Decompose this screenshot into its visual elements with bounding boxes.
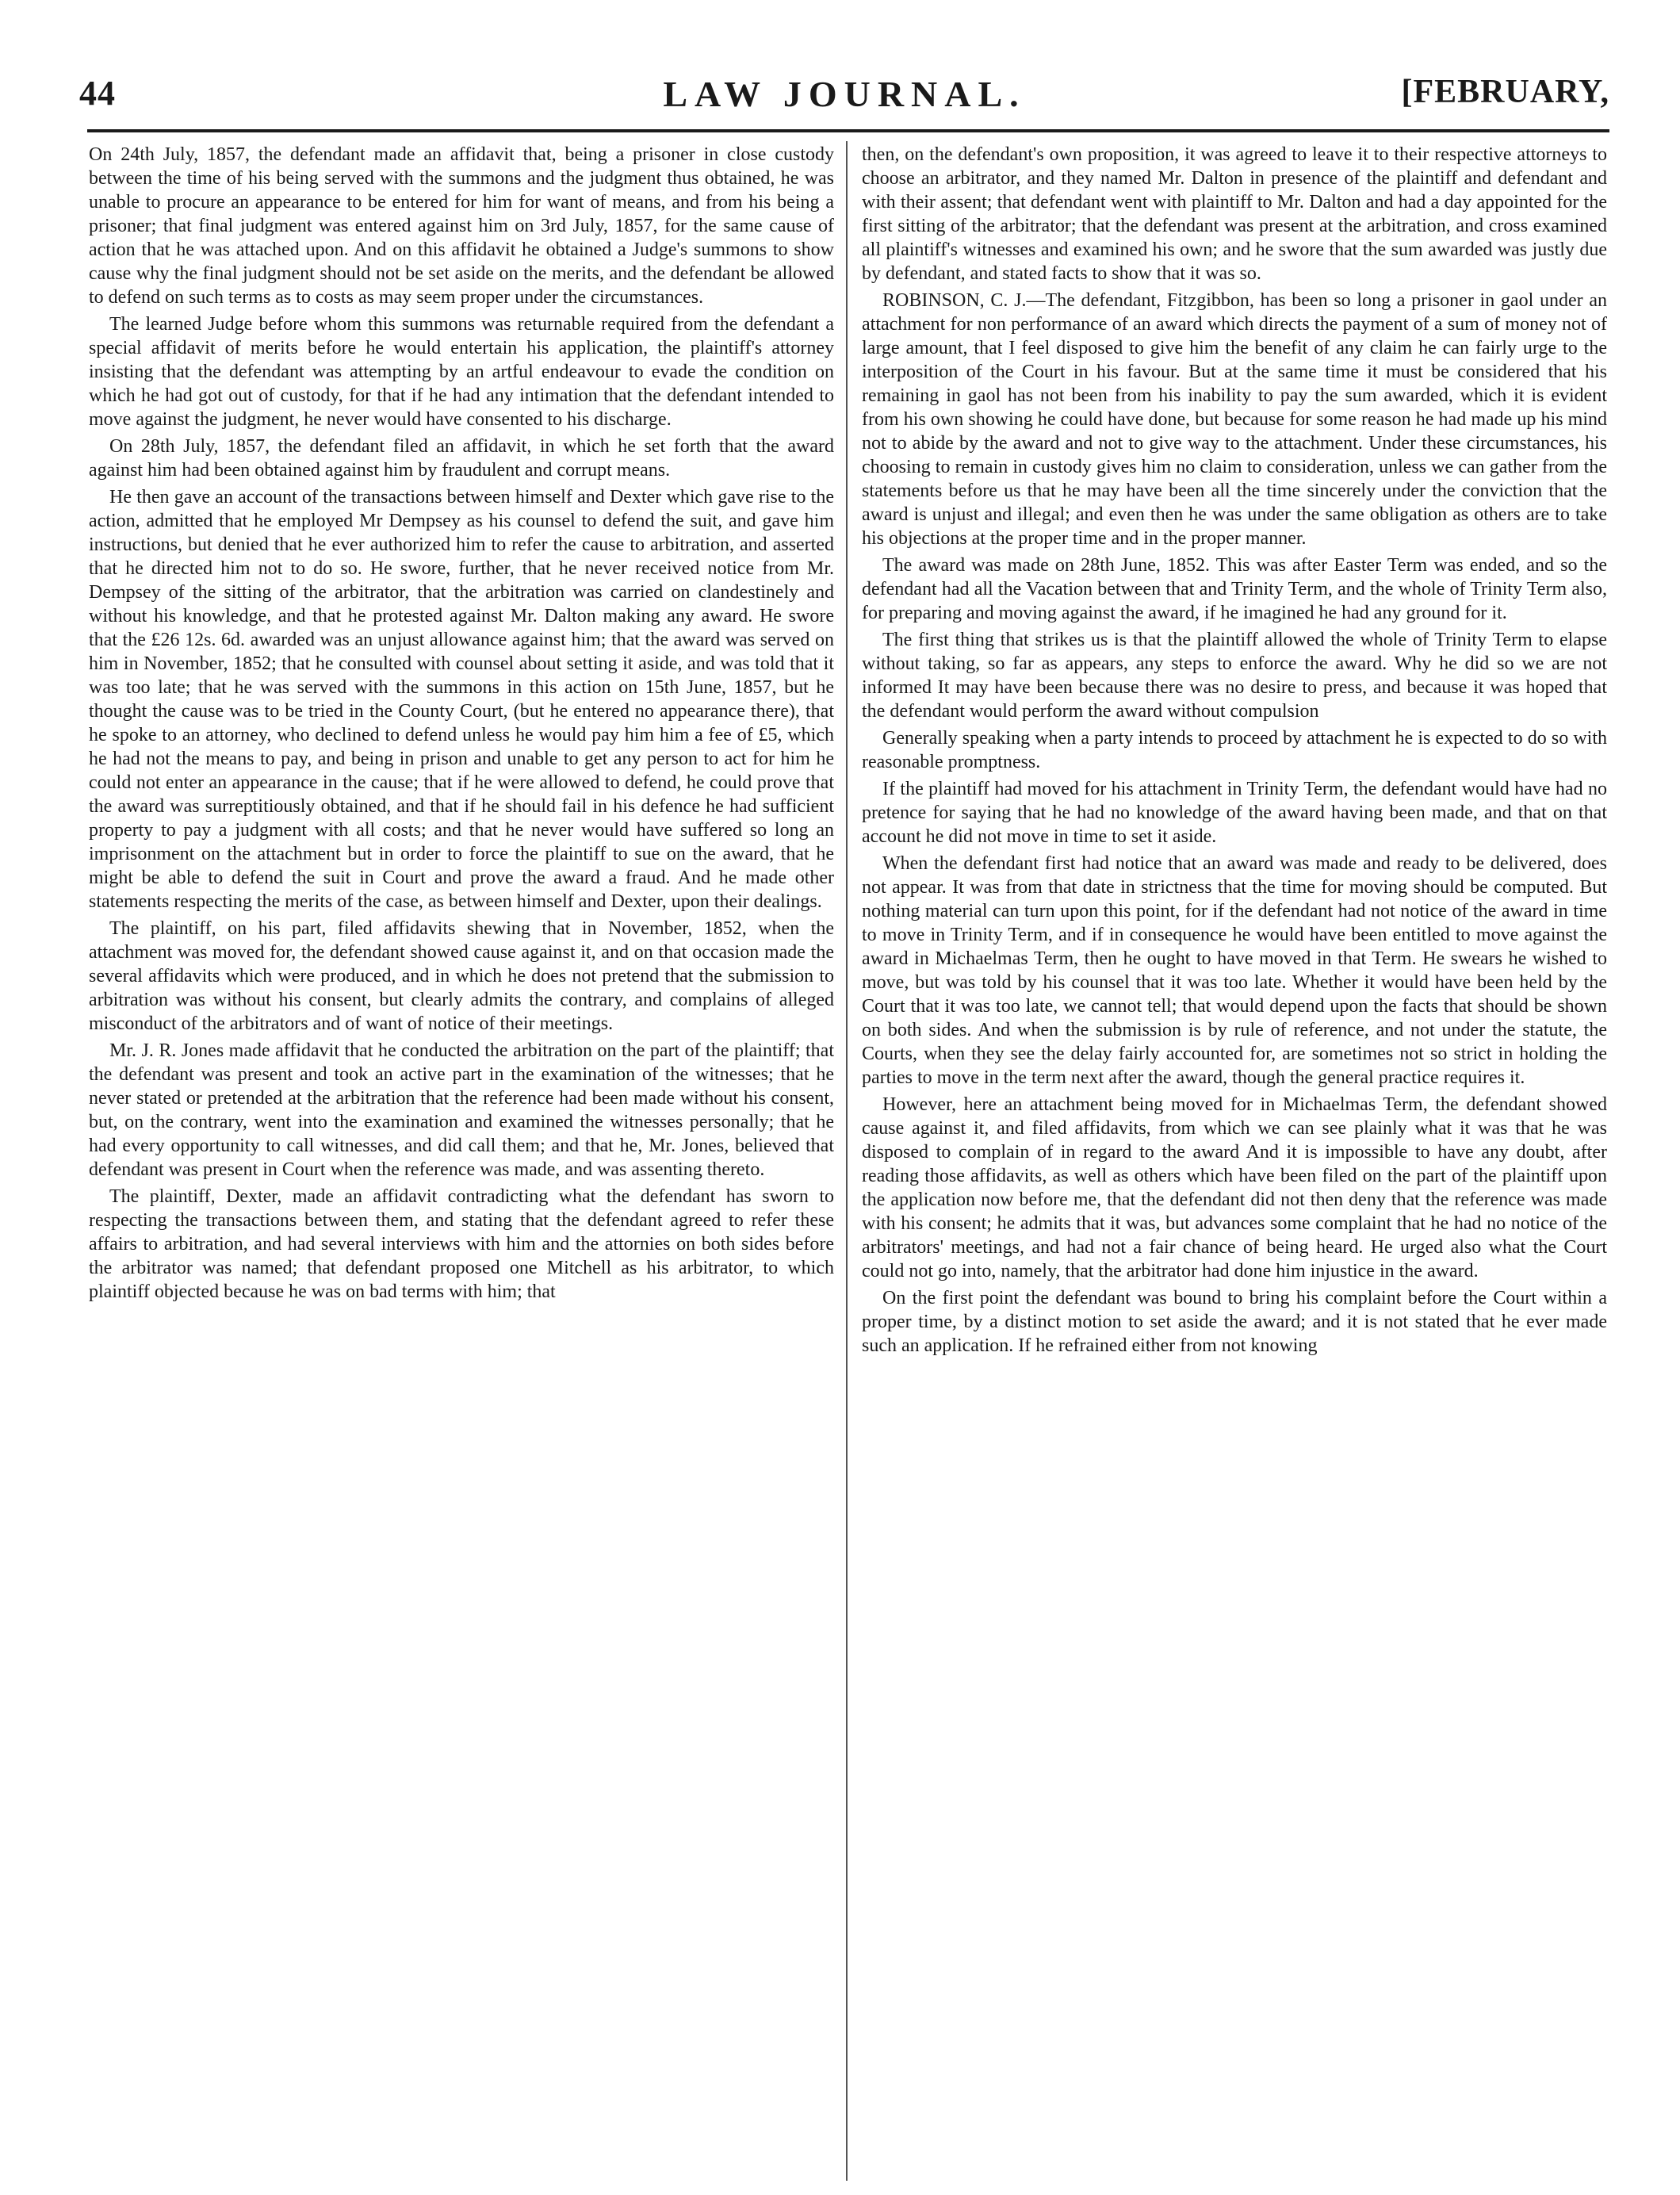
running-date: [FEBRUARY,	[1401, 74, 1609, 110]
paragraph: The first thing that strikes us is that the plaintiff allowed the whole of Trinity Term to elapse without taking, so far as appears, any steps to enforce the award. Why he did so we are not informed It may have been because there was no desire to press, and because it was hoped that the defendant would perform the award without compulsion	[862, 630, 1607, 722]
paragraph: Mr. J. R. Jones made affidavit that he conducted the arbitration on the part of the plaintiff; that the defendant was present and took an active part in the examination of the witnesses; that he never stated or pretended at the arbitration that the reference had been made without his consent, but, on the contrary, went into the examination and examined the witnesses personally; that he had every opportunity to call witnesses, and did call them; and that he, Mr. Jones, believed that defendant was present in Court when the reference was made, and was assenting thereto.	[89, 1040, 834, 1180]
paragraph: On 28th July, 1857, the defendant filed an affidavit, in which he set forth that the award against him had been obtained against him by fraudulent and corrupt means.	[89, 436, 834, 481]
paragraph: The plaintiff, Dexter, made an affidavit contradicting what the defendant has sworn to respecting the transactions between them, and stating that the defendant agreed to refer these affairs to arbitration, and had several interviews with him and the attornies on both sides before the arbitrator was named; that defendant proposed one Mitchell as his arbitrator, to which plaintiff objected because he was on bad terms with him; that	[89, 1186, 834, 1302]
paragraph: When the defendant first had notice that an award was made and ready to be delivered, does not appear. It was from that date in strictness that the time for moving should be computed. But nothing material can turn upon this point, for if the defendant had not notice of the award in time to move in Trinity Term, and if in consequence he would have been entitled to move against the award in Michaelmas Term, then he ought to have moved in that Term. He swears he wished to move, but was told by his counsel that it was too late. Whether it would have been held by the Court that it was too late, we cannot tell; that would depend upon the facts that should be shown on both sides. And when the submission is by rule of reference, and not under the statute, the Courts, when they see the delay fairly accounted for, are sometimes not so strict in holding the parties to move in the term next after the award, though the general practice requires it.	[862, 853, 1607, 1088]
paragraph: On the first point the defendant was bound to bring his complaint before the Court within a proper time, by a distinct motion to set aside the award; and it is not stated that he ever made such an application. If he refrained either from not knowing	[862, 1288, 1607, 1356]
running-title: LAW JOURNAL.	[663, 74, 1026, 114]
page-number: 44	[79, 74, 116, 113]
paragraph: If the plaintiff had moved for his attachment in Trinity Term, the defendant would have had no pretence for saying that he had no knowledge of the award having been made, and that on that account he did not move in time to set it aside.	[862, 779, 1607, 847]
paragraph: However, here an attachment being moved for in Michaelmas Term, the defendant showed cause against it, and filed affidavits, from which we can see plainly what it was that he was disposed to complain of in regard to the award And it is impossible to have any doubt, after reading those affidavits, as well as others which have been filed on the part of the plaintiff upon the application now before me, that the defendant did not then deny that the reference was made with his consent; he admits that it was, but advances some complaint that he had no notice of the arbitrators' meetings, and had not a fair chance of being heard. He urged also what the Court could not go into, namely, that the arbitrator had done him injustice in the award.	[862, 1094, 1607, 1281]
paragraph: ROBINSON, C. J.—The defendant, Fitzgibbon, has been so long a prisoner in gaol under an attachment for non performance of an award which directs the payment of a sum of money not of large amount, that I feel disposed to give him the benefit of any claim he can fairly urge to the interposition of the Court in his favour. But at the same time it must be considered that his remaining in gaol has not been from his inability to pay the sum awarded, which it is evident from his own showing he could have done, but because for some reason he had made up his mind not to abide by the award and not to give way to the attachment. Under these circumstances, his choosing to remain in custody gives him no claim to consideration, unless we can gather from the statements before us that he may have been all the time sincerely under the conviction that the award is unjust and illegal; and even then he was under the same obligation as others are to take his objections at the proper time and in the proper manner.	[862, 290, 1607, 549]
paragraph: The plaintiff, on his part, filed affidavits shewing that in November, 1852, when the attachment was moved for, the defendant showed cause against it, and on that occasion made the several affidavits which were produced, and in which he does not pretend that the submission to arbitration was without his consent, but clearly admits the contrary, and complains of alleged misconduct of the arbitrators and of want of notice of their meetings.	[89, 918, 834, 1034]
page-header	[79, 73, 1609, 121]
paragraph: The award was made on 28th June, 1852. This was after Easter Term was ended, and so the defendant had all the Vacation between that and Trinity Term, and the whole of Trinity Term also, for preparing and moving against the award, if he imagined he had any ground for it.	[862, 555, 1607, 623]
paragraph: On 24th July, 1857, the defendant made an affidavit that, being a prisoner in close custody between the time of his being served with the summons and the judgment thus obtained, he was unable to procure an appearance to be entered for him for want of means, and from his being a prisoner; that final judgment was entered against him on 3rd July, 1857, for the same cause of action that he was attached upon. And on this affidavit he obtained a Judge's summons to show cause why the final judgment should not be set aside on the merits, and the defendant be allowed to defend on such terms as to costs as may seem proper under the circumstances.	[89, 144, 834, 308]
column-divider	[846, 141, 848, 2181]
right-column	[862, 143, 1607, 1361]
paragraph: Generally speaking when a party intends to proceed by attachment he is expected to do so with reasonable promptness.	[862, 728, 1607, 772]
paragraph: The learned Judge before whom this summons was returnable required from the defendant a special affidavit of merits before he would entertain his application, the plaintiff's attorney insisting that the defendant was attempting by an artful endeavour to evade the condition on which he had got out of custody, for that if he had any intimation that the defendant intended to move against the judgment, he never would have consented to his discharge.	[89, 314, 834, 430]
paragraph: He then gave an account of the transactions between himself and Dexter which gave rise to the action, admitted that he employed Mr Dempsey as his counsel to defend the suit, and gave him instructions, but denied that he ever authorized him to refer the cause to arbitration, and asserted that he directed him not to do so. He swore, further, that he never received notice from Mr. Dempsey of the sitting of the arbitrator, that the arbitration was carried on clandestinely and without his knowledge, and that he protested against Mr. Dalton making any award. He swore that the £26 12s. 6d. awarded was an unjust allowance against him; that the award was served on him in November, 1852; that he consulted with counsel about setting it aside, and was told that it was too late; that he was served with the summons in this action on 15th June, 1857, but he thought the cause was to be tried in the County Court, (but he entered no appearance there), that he spoke to an attorney, who declined to defend unless he would pay him him a fee of £5, which he had not the means to pay, and being in prison and unable to get any person to act for him he could not enter an appearance in the cause; that if he were allowed to defend, he could prove that the award was surreptitiously obtained, and that if he should fail in his defence he had sufficient property to pay a judgment with all costs; and that he never would have suffered so long an imprisonment on the attachment but in order to force the plaintiff to sue on the award, that he might be able to defend the suit in Court and prove the award a fraud. And he made other statements respecting the merits of the case, as between himself and Dexter, upon their dealings.	[89, 487, 834, 912]
paragraph: then, on the defendant's own proposition, it was agreed to leave it to their respective attorneys to choose an arbitrator, and they named Mr. Dalton in presence of the plaintiff and defendant and with their assent; that defendant went with plaintiff to Mr. Dalton and had a day appointed for the first sitting of the arbitrator; that the defendant was present at the arbitration, and cross examined all plaintiff's witnesses and examined his own; and he swore that the sum awarded was justly due by defendant, and stated facts to show that it was so.	[862, 144, 1607, 284]
header-rule	[87, 129, 1609, 132]
left-column	[89, 143, 834, 1307]
